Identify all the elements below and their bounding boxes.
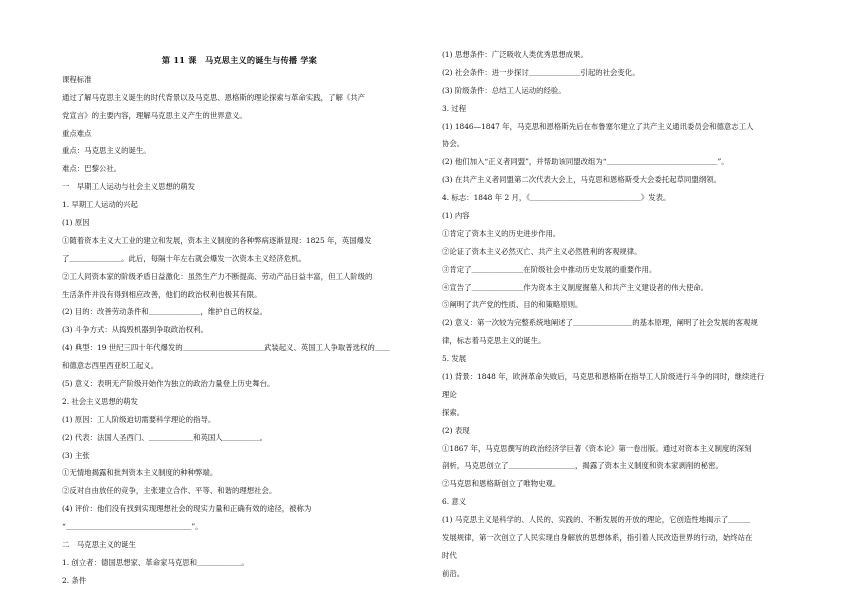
left-column — [62, 53, 417, 590]
left-text-line: 重点难点 — [62, 128, 92, 138]
right-text-line: ②论证了资本主义必然灭亡、共产主义必然胜利的客观规律。 — [442, 246, 642, 256]
left-text-line: 和德意志西里西亚织工起义。 — [62, 361, 159, 371]
page-title: 第 11 课 马克思主义的诞生与传播 学案 — [161, 55, 318, 65]
left-text-line: 2. 条件 — [62, 575, 87, 585]
left-text-line: (2) 代表：法国人圣西门、＿＿＿＿＿＿和英国人＿＿＿＿＿。 — [62, 432, 267, 442]
right-text-line: 6. 意义 — [442, 497, 467, 507]
right-text-line: 前沿。 — [442, 568, 465, 578]
title-spacer — [62, 53, 417, 71]
right-text-line: 时代 — [442, 550, 457, 560]
right-text-line: 5. 发展 — [442, 354, 467, 364]
left-text-line: 1. 创立者：德国思想家、革命家马克思和＿＿＿＿＿＿。 — [62, 557, 249, 567]
left-text-line: 难点：巴黎公社。 — [62, 164, 122, 174]
left-text-line: (1) 原因：工人阶级迫切需要科学理论的指导。 — [62, 414, 216, 424]
right-text-line: (3) 在共产主义者同盟第二次代表大会上，马克思和恩格斯受大会委托起草同盟纲领。 — [442, 175, 721, 185]
left-text-line: 党宣言》的主要内容，理解马克思主义产生的世界意义。 — [62, 110, 247, 120]
right-text-line: ②马克思和恩格斯创立了唯物史观。 — [442, 479, 561, 489]
right-text-line: ④宣告了＿＿＿＿＿＿＿作为资本主义制度掘墓人和共产主义建设者的伟大使命。 — [442, 282, 709, 292]
right-text-line: 4. 标志：1848 年 2 月，《＿＿＿＿＿＿＿＿＿＿＿＿＿＿＿》发表。 — [442, 193, 671, 203]
right-text-line: (1) 思想条件：广泛吸收人类优秀思想成果。 — [442, 50, 588, 59]
right-text-line: 发展规律，第一次创立了人民实现自身解放的思想体系，指引着人民改造世界的行动，始终站在 — [442, 533, 753, 543]
right-text-line: 协会。 — [442, 139, 465, 149]
left-text-line: 2. 社会主义思想的萌发 — [62, 396, 138, 406]
left-text-line: (5) 意义：表明无产阶级开始作为独立的政治力量登上历史舞台。 — [62, 379, 275, 389]
right-text-line: ③肯定了＿＿＿＿＿＿＿在阶级社会中推动历史发展的重要作用。 — [442, 264, 657, 274]
left-text-line: 重点：马克思主义的诞生。 — [62, 146, 151, 156]
left-text-line: 了＿＿＿＿＿＿＿。此后，每隔十年左右就会爆发一次资本主义经济危机。 — [62, 253, 306, 263]
right-text-line: 剖析，马克思创立了＿＿＿＿＿＿＿＿＿，揭露了资本主义制度和资本家剥削的秘密。 — [442, 461, 723, 471]
left-text-line: (4) 评价：他们没有找到实现理想社会的现实力量和正确有效的途径，被称为 — [62, 504, 312, 514]
right-text-line: 3. 过程 — [442, 103, 467, 113]
right-text-line: (2) 意义：第一次较为完整系统地阐述了＿＿＿＿＿＿＿＿的基本原理，阐明了社会发展的客观规 — [442, 318, 758, 328]
right-text-line: ①1867 年，马克思撰写的政治经济学巨著《资本论》第一卷出版。通过对资本主义制度的深刻 — [442, 443, 752, 453]
right-text-line: 探索。 — [442, 407, 465, 417]
right-text-line: ⑤阐明了共产党的性质、目的和策略原则。 — [442, 300, 583, 310]
left-text-line: ①无情地揭露和批判资本主义制度的种种弊端。 — [62, 468, 218, 478]
left-text-line: ①随着资本主义大工业的建立和发展，资本主义制度的各种弊病逐渐显现：1825 年，英国爆发 — [62, 235, 372, 245]
right-text-line: (1) 内容 — [442, 211, 470, 221]
right-text-line: (1) 背景：1848 年，欧洲革命失败后，马克思和恩格斯在指导工人阶级进行斗争的同时，继续进行 — [442, 372, 765, 382]
right-text-line: (2) 他们加入“正义者同盟”，并帮助该同盟改组为“＿＿＿＿＿＿＿＿＿＿＿＿＿＿＿”。 — [442, 157, 729, 167]
right-text-line: 律，标志着马克思主义的诞生。 — [442, 336, 546, 346]
right-text-line: (3) 阶级条件：总结工人运动的经验。 — [442, 85, 566, 95]
right-text-line: (2) 社会条件：进一步探讨＿＿＿＿＿＿＿引起的社会变化。 — [442, 67, 640, 77]
left-text-line: 一 早期工人运动与社会主义思想的萌发 — [62, 182, 196, 192]
left-text-line: (1) 原因 — [62, 218, 90, 228]
left-text-line: 二 马克思主义的诞生 — [62, 540, 136, 550]
right-text-line: ①肯定了资本主义的历史进步作用。 — [442, 228, 561, 238]
left-text-line: (2) 目的：改善劳动条件和＿＿＿＿＿＿＿，维护自己的权益。 — [62, 307, 267, 317]
left-text-line: 1. 早期工人运动的兴起 — [62, 200, 138, 210]
right-text-line: (1) 1846—1847 年，马克思和恩格斯先后在布鲁塞尔建立了共产主义通讯委员会和德意志工人 — [442, 121, 754, 131]
right-text-line: (1) 马克思主义是科学的、人民的、实践的、不断发展的开放的理论，它创造性地揭示了＿＿＿ — [442, 515, 751, 525]
left-text-line: (3) 主张 — [62, 450, 90, 460]
left-text-line: “＿＿＿＿＿＿＿＿＿＿＿＿＿＿＿＿＿”。 — [62, 522, 203, 532]
left-text-line: (3) 斗争方式：从捣毁机器到争取政治权利。 — [62, 325, 208, 335]
left-text-line: 生活条件并没有得到相应改善，他们的政治权利也极其有限。 — [62, 289, 262, 299]
right-text-line: (2) 表现 — [442, 425, 470, 435]
right-text-line: 理论 — [442, 389, 457, 399]
left-text-line: ②工人同资本家的阶级矛盾日益激化：虽然生产力不断提高、劳动产品日益丰富，但工人阶级的 — [62, 271, 373, 281]
left-text-line: ②反对自由放任的竞争，主张建立合作、平等、和谐的理想社会。 — [62, 486, 277, 496]
left-text-line: (4) 典型：19 世纪三四十年代爆发的＿＿＿＿＿＿＿＿＿＿＿武装起义、英国工人争取普选权的＿＿ — [62, 343, 390, 353]
right-column — [442, 46, 798, 583]
left-text-line: 通过了解马克思主义诞生的时代背景以及马克思、恩格斯的理论探索与革命实践，了解《共产 — [62, 92, 366, 102]
left-text-line: 课程标准 — [62, 74, 92, 84]
